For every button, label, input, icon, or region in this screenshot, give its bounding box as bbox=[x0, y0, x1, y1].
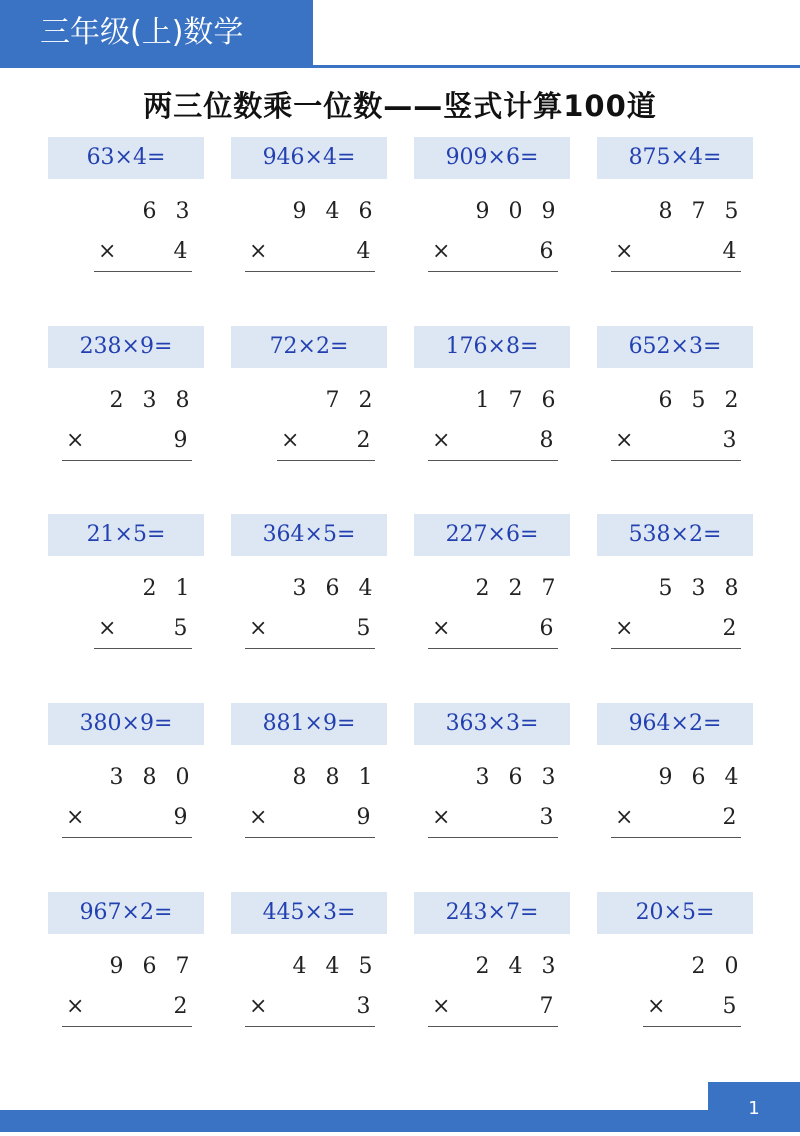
multiplier-row bbox=[611, 237, 741, 272]
problem-card bbox=[231, 703, 387, 863]
multiplicand-digit: 6 bbox=[658, 388, 673, 413]
multiplicand-digit: 3 bbox=[541, 954, 556, 979]
multiplier-row bbox=[245, 992, 375, 1027]
multiplicand-digits bbox=[656, 765, 741, 790]
worksheet-title: 两三位数乘一位数——竖式计算100道 bbox=[143, 89, 657, 123]
multiplicand-digits bbox=[107, 954, 192, 979]
multiplicand-digit: 4 bbox=[292, 954, 307, 979]
multiplicand-digit: 1 bbox=[175, 576, 190, 601]
problem-card bbox=[414, 326, 570, 486]
multiplicand-digit: 7 bbox=[508, 388, 523, 413]
problem-card bbox=[231, 892, 387, 1052]
multiplier-digit: 9 bbox=[173, 428, 188, 453]
multiplicand-digit: 7 bbox=[541, 576, 556, 601]
problem-prompt: 72×2= bbox=[231, 326, 387, 368]
multiplicand-digit: 9 bbox=[541, 199, 556, 224]
multiplicand-digit: 2 bbox=[142, 576, 157, 601]
multiplier-row bbox=[428, 426, 558, 461]
multiplicand-digits bbox=[107, 765, 192, 790]
multiplicand-digit: 8 bbox=[724, 576, 739, 601]
problem-prompt: 946×4= bbox=[231, 137, 387, 179]
multiplicand-digit: 2 bbox=[358, 388, 373, 413]
multiplicand-digit: 8 bbox=[175, 388, 190, 413]
multiplicand-digit: 2 bbox=[475, 954, 490, 979]
multiplier-row bbox=[428, 803, 558, 838]
multiplier-digit: 3 bbox=[539, 805, 554, 830]
problem-prompt: 20×5= bbox=[597, 892, 753, 934]
multiplier-digit: 5 bbox=[722, 994, 737, 1019]
multiplicand-digit: 5 bbox=[658, 576, 673, 601]
multiplier-row bbox=[62, 992, 192, 1027]
multiplier-digit: 9 bbox=[356, 805, 371, 830]
multiplicand-digit: 3 bbox=[292, 576, 307, 601]
problem-card bbox=[48, 326, 204, 486]
multiplicand-digits bbox=[473, 954, 558, 979]
multiplier-row bbox=[245, 614, 375, 649]
multiply-sign: × bbox=[249, 239, 268, 264]
problem-card bbox=[597, 892, 753, 1052]
multiplicand-digit: 3 bbox=[475, 765, 490, 790]
multiply-sign: × bbox=[249, 994, 268, 1019]
multiplicand-digit: 4 bbox=[508, 954, 523, 979]
multiplicand-digit: 8 bbox=[142, 765, 157, 790]
multiply-sign: × bbox=[249, 616, 268, 641]
problem-card bbox=[48, 514, 204, 674]
multiplicand-digit: 8 bbox=[292, 765, 307, 790]
multiplier-row bbox=[428, 614, 558, 649]
multiplicand-digit: 9 bbox=[475, 199, 490, 224]
multiply-sign: × bbox=[281, 428, 300, 453]
multiplicand-digits bbox=[656, 199, 741, 224]
problem-prompt: 445×3= bbox=[231, 892, 387, 934]
problem-prompt: 21×5= bbox=[48, 514, 204, 556]
multiplicand-digits bbox=[473, 765, 558, 790]
problem-card bbox=[597, 326, 753, 486]
multiplicand-digit: 6 bbox=[142, 199, 157, 224]
multiplier-digit: 4 bbox=[356, 239, 371, 264]
multiply-sign: × bbox=[66, 428, 85, 453]
problem-prompt: 176×8= bbox=[414, 326, 570, 368]
multiplier-digit: 2 bbox=[722, 616, 737, 641]
multiply-sign: × bbox=[432, 239, 451, 264]
multiplier-row bbox=[277, 426, 375, 461]
multiplicand-digit: 9 bbox=[292, 199, 307, 224]
multiplicand-digit: 7 bbox=[691, 199, 706, 224]
multiplicand-digit: 1 bbox=[358, 765, 373, 790]
multiplicand-digit: 6 bbox=[541, 388, 556, 413]
problem-prompt: 243×7= bbox=[414, 892, 570, 934]
problem-prompt: 538×2= bbox=[597, 514, 753, 556]
multiplicand-digit: 6 bbox=[691, 765, 706, 790]
multiply-sign: × bbox=[615, 428, 634, 453]
page-number: 1 bbox=[708, 1082, 800, 1132]
multiplicand-digit: 1 bbox=[475, 388, 490, 413]
multiply-sign: × bbox=[98, 239, 117, 264]
multiplier-digit: 5 bbox=[356, 616, 371, 641]
multiplicand-digits bbox=[107, 388, 192, 413]
multiplier-digit: 7 bbox=[539, 994, 554, 1019]
multiplicand-digit: 6 bbox=[325, 576, 340, 601]
multiplicand-digit: 2 bbox=[508, 576, 523, 601]
problem-card bbox=[597, 514, 753, 674]
multiply-sign: × bbox=[98, 616, 117, 641]
multiply-sign: × bbox=[432, 805, 451, 830]
multiply-sign: × bbox=[647, 994, 666, 1019]
problem-card bbox=[231, 326, 387, 486]
multiplier-row bbox=[62, 426, 192, 461]
problem-card bbox=[231, 514, 387, 674]
multiplier-digit: 9 bbox=[173, 805, 188, 830]
multiplier-row bbox=[245, 803, 375, 838]
multiplier-digit: 2 bbox=[722, 805, 737, 830]
multiply-sign: × bbox=[432, 428, 451, 453]
multiplier-digit: 2 bbox=[356, 428, 371, 453]
multiplicand-digits bbox=[290, 765, 375, 790]
multiplicand-digit: 6 bbox=[508, 765, 523, 790]
multiplier-digit: 6 bbox=[539, 239, 554, 264]
problem-prompt: 363×3= bbox=[414, 703, 570, 745]
multiplicand-digits bbox=[689, 954, 741, 979]
multiply-sign: × bbox=[432, 994, 451, 1019]
problem-prompt: 875×4= bbox=[597, 137, 753, 179]
problem-prompt: 380×9= bbox=[48, 703, 204, 745]
multiplicand-digit: 0 bbox=[724, 954, 739, 979]
multiplicand-digit: 9 bbox=[658, 765, 673, 790]
multiplicand-digit: 8 bbox=[658, 199, 673, 224]
multiply-sign: × bbox=[615, 616, 634, 641]
problem-card bbox=[231, 137, 387, 297]
multiplier-row bbox=[245, 237, 375, 272]
multiplier-digit: 4 bbox=[722, 239, 737, 264]
problem-prompt: 227×6= bbox=[414, 514, 570, 556]
multiplicand-digit: 3 bbox=[109, 765, 124, 790]
problem-prompt: 652×3= bbox=[597, 326, 753, 368]
multiplicand-digits bbox=[473, 199, 558, 224]
multiplicand-digit: 4 bbox=[325, 954, 340, 979]
multiplier-row bbox=[611, 803, 741, 838]
multiplicand-digit: 2 bbox=[724, 388, 739, 413]
footer-rule bbox=[0, 1110, 800, 1132]
multiplicand-digit: 2 bbox=[475, 576, 490, 601]
multiplicand-digit: 3 bbox=[175, 199, 190, 224]
multiplicand-digits bbox=[656, 388, 741, 413]
multiplicand-digits bbox=[323, 388, 375, 413]
multiplier-digit: 2 bbox=[173, 994, 188, 1019]
multiplicand-digit: 4 bbox=[358, 576, 373, 601]
multiplicand-digit: 9 bbox=[109, 954, 124, 979]
problem-card bbox=[414, 892, 570, 1052]
multiplicand-digits bbox=[656, 576, 741, 601]
problem-card bbox=[48, 703, 204, 863]
problem-prompt: 909×6= bbox=[414, 137, 570, 179]
multiplicand-digit: 2 bbox=[109, 388, 124, 413]
multiplicand-digit: 4 bbox=[724, 765, 739, 790]
problem-card bbox=[414, 137, 570, 297]
multiplier-row bbox=[62, 803, 192, 838]
problem-card bbox=[414, 514, 570, 674]
problem-card bbox=[597, 703, 753, 863]
problem-card bbox=[48, 137, 204, 297]
problem-prompt: 63×4= bbox=[48, 137, 204, 179]
multiplicand-digits bbox=[473, 388, 558, 413]
multiplicand-digit: 6 bbox=[358, 199, 373, 224]
multiplier-row bbox=[643, 992, 741, 1027]
multiplicand-digit: 6 bbox=[142, 954, 157, 979]
multiplier-row bbox=[94, 614, 192, 649]
multiplicand-digits bbox=[290, 199, 375, 224]
multiplier-digit: 6 bbox=[539, 616, 554, 641]
multiplicand-digit: 5 bbox=[358, 954, 373, 979]
multiplicand-digit: 7 bbox=[325, 388, 340, 413]
multiplicand-digit: 0 bbox=[508, 199, 523, 224]
multiplicand-digits bbox=[140, 576, 192, 601]
multiplicand-digit: 5 bbox=[724, 199, 739, 224]
multiplicand-digit: 2 bbox=[691, 954, 706, 979]
multiplicand-digit: 8 bbox=[325, 765, 340, 790]
multiplicand-digit: 0 bbox=[175, 765, 190, 790]
multiply-sign: × bbox=[249, 805, 268, 830]
multiplicand-digit: 3 bbox=[691, 576, 706, 601]
multiplicand-digits bbox=[290, 954, 375, 979]
multiplier-digit: 3 bbox=[356, 994, 371, 1019]
problem-prompt: 364×5= bbox=[231, 514, 387, 556]
multiplicand-digit: 3 bbox=[142, 388, 157, 413]
problem-prompt: 964×2= bbox=[597, 703, 753, 745]
multiplicand-digits bbox=[290, 576, 375, 601]
multiplicand-digits bbox=[473, 576, 558, 601]
grade-label: 三年级(上)数学 bbox=[0, 0, 313, 66]
multiply-sign: × bbox=[615, 805, 634, 830]
problem-prompt: 238×9= bbox=[48, 326, 204, 368]
multiplicand-digit: 3 bbox=[541, 765, 556, 790]
multiplicand-digits bbox=[140, 199, 192, 224]
multiplier-digit: 4 bbox=[173, 239, 188, 264]
multiplier-row bbox=[94, 237, 192, 272]
multiplicand-digit: 5 bbox=[691, 388, 706, 413]
multiplier-digit: 3 bbox=[722, 428, 737, 453]
multiplier-row bbox=[611, 426, 741, 461]
multiply-sign: × bbox=[66, 805, 85, 830]
multiply-sign: × bbox=[66, 994, 85, 1019]
multiplier-row bbox=[428, 992, 558, 1027]
multiplier-row bbox=[611, 614, 741, 649]
problem-prompt: 967×2= bbox=[48, 892, 204, 934]
multiplier-digit: 5 bbox=[173, 616, 188, 641]
multiplier-row bbox=[428, 237, 558, 272]
multiplicand-digit: 7 bbox=[175, 954, 190, 979]
multiplicand-digit: 4 bbox=[325, 199, 340, 224]
problem-card bbox=[597, 137, 753, 297]
problem-prompt: 881×9= bbox=[231, 703, 387, 745]
problem-card bbox=[414, 703, 570, 863]
multiply-sign: × bbox=[615, 239, 634, 264]
problem-card bbox=[48, 892, 204, 1052]
multiplier-digit: 8 bbox=[539, 428, 554, 453]
multiply-sign: × bbox=[432, 616, 451, 641]
